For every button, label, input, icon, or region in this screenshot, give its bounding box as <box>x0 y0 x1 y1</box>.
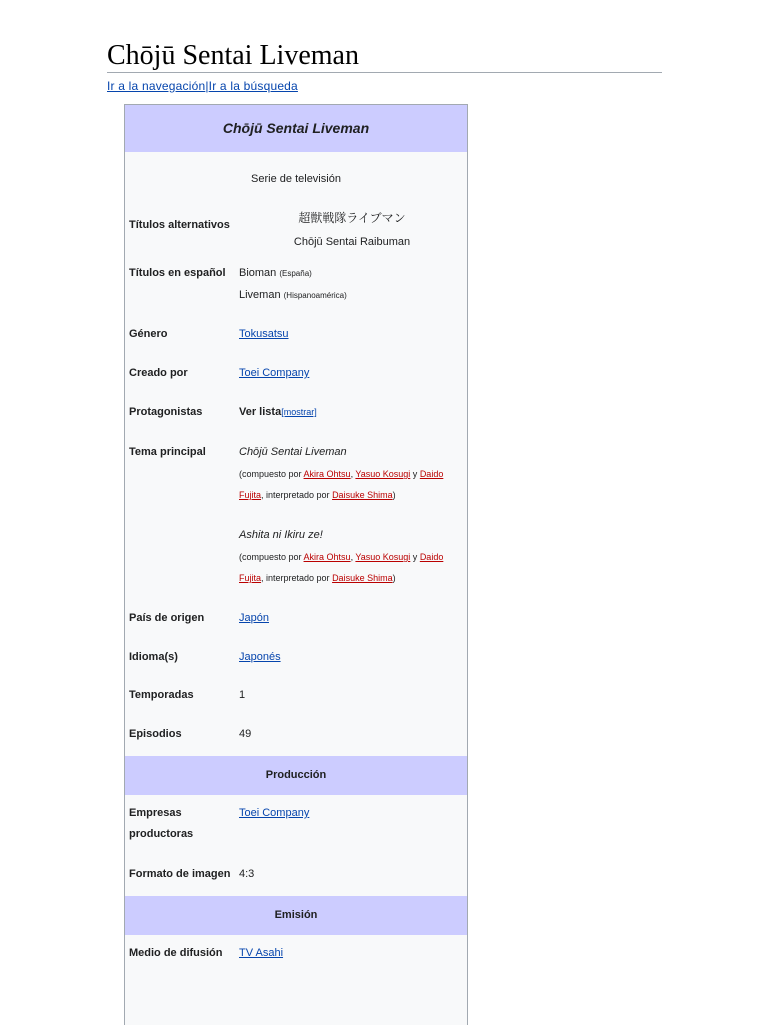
spanish-title-name: Bioman <box>239 267 277 279</box>
cast-label: Protagonistas <box>129 406 203 418</box>
section-header-broadcast: Emisión <box>125 896 467 935</box>
spanish-title-region: (España) <box>279 269 312 278</box>
spanish-title-region: (Hispanoamérica) <box>283 291 347 300</box>
creator-value <box>239 363 465 384</box>
language-label: Idioma(s) <box>129 651 178 663</box>
spanish-title-latam <box>239 285 465 306</box>
infobox-subtitle: Serie de televisión <box>251 173 341 185</box>
producers-label: Empresas productoras <box>129 807 194 840</box>
seasons-value: 1 <box>239 689 246 701</box>
skip-to-navigation-link[interactable]: Ir a la navegación <box>107 79 206 93</box>
composer-link[interactable]: Akira Ohtsu <box>303 552 351 562</box>
credits-text: , <box>350 552 356 562</box>
credits-text: (compuesto por <box>239 552 304 562</box>
spanish-title-name: Liveman <box>239 289 281 301</box>
composer-link[interactable]: Daido Fujita <box>239 469 444 500</box>
alt-titles-label: Títulos alternativos <box>129 219 230 231</box>
country-value <box>239 608 465 629</box>
language-link[interactable]: Japonés <box>239 651 281 663</box>
skip-to-search-link[interactable]: Ir a la búsqueda <box>208 79 298 93</box>
format-value: 4:3 <box>239 868 255 880</box>
seasons-label: Temporadas <box>129 689 194 701</box>
composer-link[interactable]: Yasuo Kosugi <box>355 469 411 479</box>
credits-text: , <box>350 469 356 479</box>
title-divider <box>107 72 662 73</box>
skip-links-separator: | <box>205 79 209 93</box>
performer-link[interactable]: Daisuke Shima <box>332 573 393 583</box>
country-label: País de origen <box>129 612 205 624</box>
episodes-value: 49 <box>239 728 252 740</box>
theme-2-title: Ashita ni Ikiru ze! <box>239 529 323 541</box>
theme-2-credits <box>239 547 465 589</box>
credits-text: y <box>410 469 420 479</box>
network-label: Medio de difusión <box>129 947 223 959</box>
performer-link[interactable]: Daisuke Shima <box>332 490 393 500</box>
spanish-title-spain <box>239 263 465 284</box>
theme-label: Tema principal <box>129 446 206 458</box>
credits-text: y <box>410 552 420 562</box>
page-title: Chōjū Sentai Liveman <box>107 40 359 71</box>
alt-title-japanese: 超獣戦隊ライブマン <box>298 211 406 225</box>
skip-links <box>107 78 298 94</box>
infobox-title: Chōjū Sentai Liveman <box>125 105 467 152</box>
cast-value <box>239 402 465 423</box>
genre-link[interactable]: Tokusatsu <box>239 328 289 340</box>
infobox <box>124 104 468 1025</box>
composer-link[interactable]: Daido Fujita <box>239 552 444 583</box>
theme-1-credits <box>239 464 465 506</box>
theme-1-title: Chōjū Sentai Liveman <box>239 446 347 458</box>
composer-link[interactable]: Yasuo Kosugi <box>355 552 411 562</box>
creator-link[interactable]: Toei Company <box>239 367 310 379</box>
country-link[interactable]: Japón <box>239 612 269 624</box>
spanish-titles-label: Títulos en español <box>129 267 226 279</box>
composer-link[interactable]: Akira Ohtsu <box>303 469 351 479</box>
section-header-production: Producción <box>125 756 467 795</box>
language-value <box>239 647 465 668</box>
credits-text: ) <box>392 573 396 583</box>
genre-value <box>239 324 465 345</box>
creator-label: Creado por <box>129 367 188 379</box>
producers-link[interactable]: Toei Company <box>239 807 310 819</box>
episodes-label: Episodios <box>129 728 182 740</box>
producers-value <box>239 803 465 824</box>
credits-text: (compuesto por <box>239 469 304 479</box>
credits-text: , interpretado por <box>261 573 333 583</box>
genre-label: Género <box>129 328 168 340</box>
credits-text: , interpretado por <box>261 490 333 500</box>
cast-show-toggle[interactable]: [mostrar] <box>281 407 317 417</box>
network-link[interactable]: TV Asahi <box>239 947 284 959</box>
network-value <box>239 943 465 964</box>
cast-text: Ver lista <box>239 406 282 418</box>
format-label: Formato de imagen <box>129 868 231 880</box>
credits-text: ) <box>392 490 396 500</box>
alt-title-romaji: Chōjū Sentai Raibuman <box>293 236 411 248</box>
